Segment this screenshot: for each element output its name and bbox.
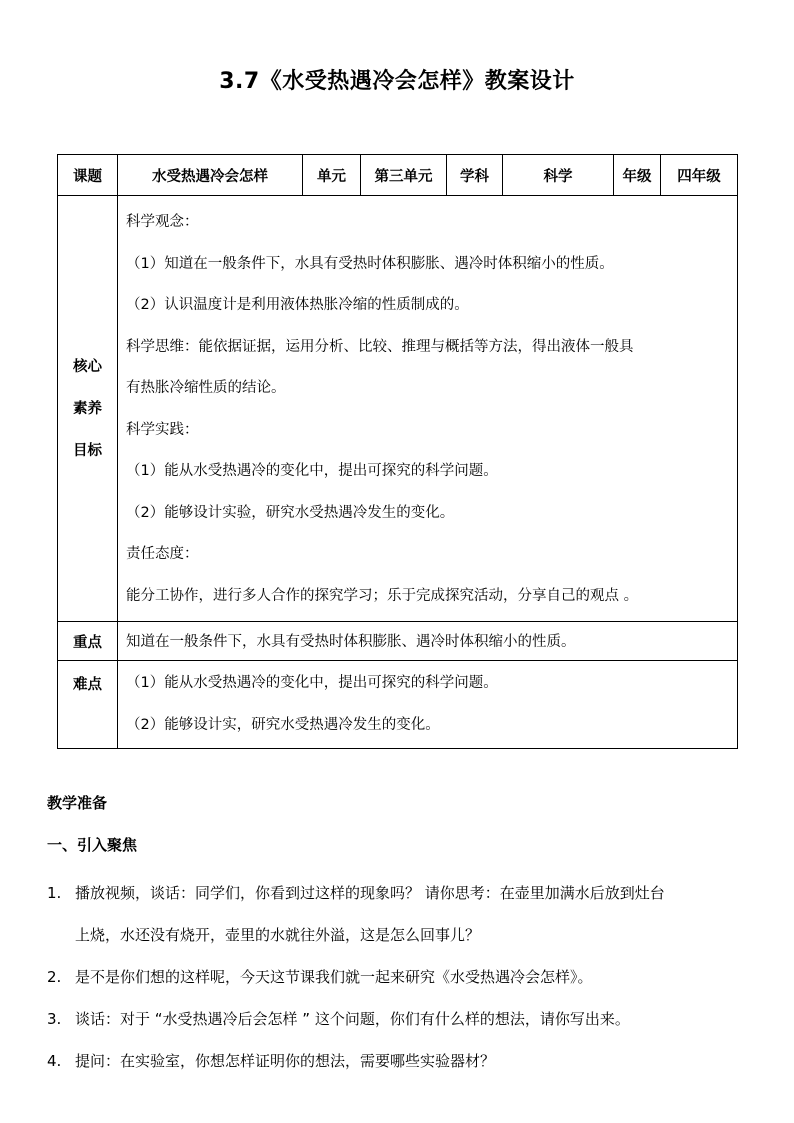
core-line: （2）能够设计实验，研究水受热遇冷发生的变化。 bbox=[126, 504, 455, 521]
step-number: 3. bbox=[47, 1010, 62, 1028]
core-label-line: 目标 bbox=[73, 442, 102, 459]
difficulty-content bbox=[118, 661, 738, 749]
core-line: 科学实践： bbox=[126, 421, 199, 438]
core-label-line: 素养 bbox=[73, 400, 102, 417]
key-point-content bbox=[118, 622, 738, 661]
difficulty-line: （2）能够设计实，研究水受热遇冷发生的变化。 bbox=[126, 716, 440, 733]
step-text bbox=[75, 872, 767, 956]
subject-label: 学科 bbox=[447, 155, 503, 196]
core-line: （2）认识温度计是利用液体热胀冷缩的性质制成的。 bbox=[126, 297, 469, 313]
core-line: 科学思维：能依据证据，运用分析、比较、推理与概括等方法，得出液体一般具 bbox=[126, 338, 634, 355]
grade-label: 年级 bbox=[614, 155, 661, 196]
core-goals-label bbox=[58, 196, 118, 622]
core-line: 有热胀冷缩性质的结论。 bbox=[126, 380, 286, 396]
difficulty-label: 难点 bbox=[58, 661, 118, 749]
unit-value: 第三单元 bbox=[361, 155, 447, 196]
page-title: 3.7《水受热遇冷会怎样》教案设计 bbox=[219, 69, 575, 94]
difficulty-line: （1）能从水受热遇冷的变化中，提出可探究的科学问题。 bbox=[126, 675, 498, 691]
step-line: 谈话：对于 “水受热遇冷后会怎样 ” 这个问题，你们有什么样的想法，请你写出来。 bbox=[75, 1010, 630, 1028]
core-line: （1）能从水受热遇冷的变化中，提出可探究的科学问题。 bbox=[126, 463, 498, 479]
core-goals-content bbox=[118, 196, 738, 622]
step-number: 2. bbox=[47, 968, 62, 986]
core-goals-row bbox=[58, 196, 738, 622]
grade-value: 四年级 bbox=[661, 155, 738, 196]
section-heading: 一、引入聚焦 bbox=[47, 836, 138, 854]
key-point-text: 知道在一般条件下，水具有受热时体积膨胀、遇冷时体积缩小的性质。 bbox=[126, 634, 576, 650]
subject-value: 科学 bbox=[503, 155, 614, 196]
list-item bbox=[47, 998, 767, 1040]
lesson-info-table bbox=[57, 154, 738, 749]
step-line: 提问：在实验室，你想怎样证明你的想法，需要哪些实验器材？ bbox=[75, 1052, 496, 1070]
core-label-line: 核心 bbox=[73, 358, 102, 375]
table-header-row bbox=[58, 155, 738, 196]
list-item bbox=[47, 956, 767, 998]
step-number: 4. bbox=[47, 1052, 62, 1070]
key-point-label: 重点 bbox=[58, 622, 118, 661]
unit-label: 单元 bbox=[303, 155, 361, 196]
step-line: 上烧，水还没有烧开，壶里的水就往外溢，这是怎么回事儿？ bbox=[75, 926, 481, 944]
core-line: 能分工协作，进行多人合作的探究学习；乐于完成探究活动，分享自己的观点 。 bbox=[126, 587, 639, 604]
core-line: 科学观念： bbox=[126, 214, 199, 230]
steps-list bbox=[47, 872, 767, 1082]
key-point-row bbox=[58, 622, 738, 661]
core-line: （1）知道在一般条件下，水具有受热时体积膨胀、遇冷时体积缩小的性质。 bbox=[126, 255, 614, 272]
topic-label: 课题 bbox=[58, 155, 118, 196]
core-line: 责任态度： bbox=[126, 546, 199, 562]
list-item bbox=[47, 872, 767, 956]
prep-heading: 教学准备 bbox=[47, 794, 108, 812]
step-line: 是不是你们想的这样呢，今天这节课我们就一起来研究《水受热遇冷会怎样》。 bbox=[75, 968, 593, 986]
step-line: 播放视频，谈话：同学们，你看到过这样的现象吗？ 请你思考：在壶里加满水后放到灶台 bbox=[75, 884, 665, 902]
difficulty-row bbox=[58, 661, 738, 749]
topic-value: 水受热遇冷会怎样 bbox=[118, 155, 303, 196]
step-number: 1. bbox=[47, 884, 62, 902]
list-item bbox=[47, 1040, 767, 1082]
